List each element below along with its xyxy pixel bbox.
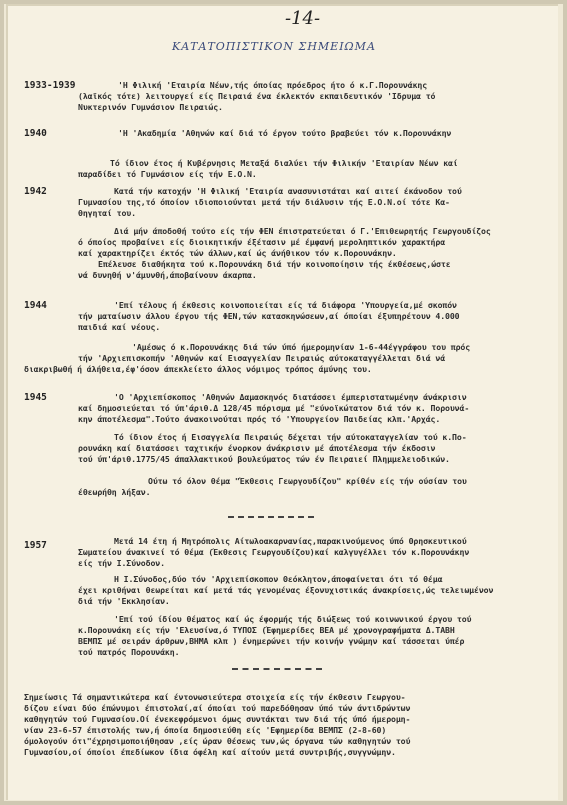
text-line: Τό ίδιον έτος ή Κυβέρνησις Μεταξά διαλύει τήν Φιλικήν 'Εταιρίαν Νέων καί <box>110 158 458 168</box>
entry-text <box>24 342 470 375</box>
text-line: παιδιά καί νέους. <box>78 322 161 332</box>
text-line: διά τήν 'Εκκλησίαν. <box>78 596 170 606</box>
text-line: καί χαρακτηρίζει έκτός τών άλλων,καί ώς άνήθικον τόν κ.Πορουνάκην. <box>78 248 397 258</box>
text-line: Τό ίδιον έτος ή Εισαγγελία Πειραιώς δέχεται τήν αύτοκαταγγελίαν τού κ.Πο- <box>114 432 467 442</box>
text-line: είς τήν Ι.Σύνοδον. <box>78 558 165 568</box>
text-line: Η Ι.Σύνοδος,δύο τόν 'Αρχιεπίσκοπον Θεόκλητον,άποφαίνεται ότι τό θέμα <box>114 574 443 584</box>
text-line: έθεωρήθη λήξαν. <box>78 487 151 497</box>
text-line: δίζου είναι δύο έπώνυμοι έπιστολαί,αί όποίαι τού παρεδόθησαν ύπό τών άντιδρώντων <box>24 703 411 713</box>
text-line: τήν 'Αρχιεπισκοπήν 'Αθηνών καί Εισαγγελίαν Πειραιώς αύτοκαταγγέλλεται διά νά <box>78 353 446 363</box>
text-line: Κατά τήν κατοχήν 'Η Φιλική 'Εταιρία ανασυνιστάται καί αιτεί έκάνοδον τού <box>114 186 462 196</box>
text-line: όμολογούν ότι"έχρησιμοποιήθησαν ,είς ώραν θέσεως των,ώς όργανα τών καθηγητών τού <box>24 736 411 746</box>
text-line: 'Η Φιλική 'Εταιρία Νέων,τής όποίας πρόεδρος ήτο ό κ.Γ.Πορουνάκης <box>118 80 428 90</box>
entry-text <box>78 392 469 425</box>
text-line: έχει κριθήναι θεωρείται καί μετά τάς γενομένας έξονυχιστικάς άνακρίσεις,ώς τελειωμένον <box>78 585 494 595</box>
text-line: ρουνάκη καί διατάσσει ταχτικήν ένορκον άνάκρισιν μέ άποτέλεσμα τήν έκδοσιν <box>78 443 436 453</box>
text-line: Γυμνασίου,οί όποίοι έπεδίωκον ίδια όφέλη καί αίτούν μετά συντριβής,συγγνώμην. <box>24 747 396 757</box>
entry-text <box>78 226 491 281</box>
entry-year: 1957 <box>24 540 47 551</box>
entry-text <box>78 476 467 498</box>
document-title: ΚΑΤΑΤΟΠΙΣΤΙΚΟΝ ΣΗΜΕΙΩΜΑ <box>172 40 376 53</box>
text-line: θηγηταί του. <box>78 208 136 218</box>
page-number: -14- <box>285 8 321 29</box>
entry-year: 1940 <box>24 128 47 139</box>
text-line: 'Επί τού ίδίου θέματος καί ώς έφορμής τής διώξεως τού κοινωνικού έργου τού <box>114 614 472 624</box>
text-line: νά δυνηθή ν'άμυνθή,άποβαίνουν άκαρπα. <box>78 270 257 280</box>
text-line: τού πατρός Πορουνάκη. <box>78 647 180 657</box>
text-line: παραδίδει τό Γυμνάσιον είς τήν Ε.Ο.Ν. <box>78 169 257 179</box>
entry-text <box>78 80 435 113</box>
text-line: Γυμνασίου της,τό όποίον ιδιοποιούνται μετά τήν διάλυσιν τής Ε.Ο.Ν.οί τότε Κα- <box>78 197 450 207</box>
entry-text <box>78 574 493 607</box>
entry-text <box>78 614 471 658</box>
text-line: Νυκτερινόν Γυμνάσιον Πειραιώς. <box>78 102 223 112</box>
text-line: κ.Πορουνάκη είς τήν 'Ελευσίνα,ό ΤΥΠΟΣ (Έφημερίδες ΒΕΑ μέ χρονογραφήματα Δ.ΤΑΒΗ <box>78 625 455 635</box>
section-divider <box>232 668 322 670</box>
entry-text <box>78 300 460 333</box>
text-line: διακριβωθή ή άλήθεια,έφ'όσον άπεκλείετο άλλος νόμιμος τρόπος άμύνης του. <box>24 364 372 374</box>
text-line: 'Επί τέλους ή έκθεσις κοινοποιείται είς τά διάφορα 'Υπουργεία,μέ σκοπόν <box>114 300 457 310</box>
text-line: Διά μήν άποδοθή τούτο είς τήν ΦΕΝ έπιστρατεύεται ό Γ.'Επιθεωρητής Γεωργουδίζος <box>114 226 491 236</box>
text-line: κην άποτέλεσμα".Τούτο άνακοινούται πρός τό 'Υπουργείον Παιδείας κλπ.'Αρχάς. <box>78 414 441 424</box>
text-line: καθηγητών τού Γυμνασίου.Οί ένεκεφρόμενοι όμως συντάκται των διά τής ύπό ήμερομη- <box>24 714 411 724</box>
text-line: 'Αμέσως ό κ.Πορουνάκης διά τών ύπό ήμερομηνίαν 1-6-44έγγράφου του πρός <box>132 342 471 352</box>
text-line: τού ύπ'άριθ.1775/45 άπαλλακτικού βουλεύματος τών έν Πειραιεί Πλημμελειοδικών. <box>78 454 450 464</box>
entry-text <box>118 128 451 139</box>
entry-text <box>78 432 467 465</box>
text-line: ΒΕΜΠΣ μέ σειράν άρθρων,ΒΗΜΑ κλπ ) ένημερώνει τήν κοινήν γνώμην καί τάσσεται ύπέρ <box>78 636 465 646</box>
text-line: Μετά 14 έτη ή Μητρόπολις Αίτωλοακαρνανίας,παρακινούμενος ύπό Θρησκευτικού <box>114 536 467 546</box>
text-line: Ούτω τό όλον θέμα "Έκθεσις Γεωργουδίζου" κρίθέν είς τήν ούσίαν του <box>148 476 467 486</box>
entry-year: 1944 <box>24 300 47 311</box>
entry-year: 1942 <box>24 186 47 197</box>
text-line: Σωματείου άνακινεί τό θέμα (Έκθεσις Γεωργουδίζου)καί καλγυγέλλει τόν κ.Πορουνάκην <box>78 547 470 557</box>
entry-year: 1945 <box>24 392 47 403</box>
text-line: τήν ματαίωσιν άλλου έργου τής ΦΕΝ,τών κατασκηνώσεων,αί όποίαι έξυπηρέτουν 4.000 <box>78 311 460 321</box>
text-line: Σημείωσις Τά σημαντικώτερα καί έντονωσιεύτερα στοιχεία είς τήν έκθεσιν Γεωργου- <box>24 692 406 702</box>
text-line: 'Ο 'Αρχιεπίσκοπος 'Αθηνών Δαμασκηνός διατάσσει έμπεριστατωμένην άνάκρισιν <box>114 392 467 402</box>
section-divider <box>228 516 314 518</box>
text-line: (λαϊκός τότε) λειτουργεί είς Πειραιά ένα έκλεκτόν εκπαιδευτικόν 'Ιδρυμα τό <box>78 91 436 101</box>
text-line: νίαν 23-6-57 έπιστολής των,ή όποία δημοσιεύθη είς 'Εφημερίδα ΒΕΜΠΣ (2-8-60) <box>24 725 387 735</box>
footnote <box>24 692 410 758</box>
text-line: 'Η 'Ακαδημία 'Αθηνών καί διά τό έργον τούτο βραβεύει τόν κ.Πορουνάκην <box>118 128 452 138</box>
text-line: ό όποίος προβαίνει είς διοικητικήν έξέτασιν μέ έμφανή μεροληπτικόν χαρακτήρα <box>78 237 446 247</box>
text-line: Επέλευσε διαθήκητα τού κ.Πορουνάκη διά τήν κοινοποίησιν τής έκθέσεως,ώστε <box>98 259 451 269</box>
entry-text <box>78 158 458 180</box>
entry-year: 1933-1939 <box>24 80 76 91</box>
entry-text <box>78 186 462 219</box>
entry-text <box>78 536 469 569</box>
text-line: καί δημοσιεύεται τό ύπ'άριθ.Δ 128/45 πόρισμα μέ "εύνοϊκώτατον διά τόν κ. Πορουνά- <box>78 403 470 413</box>
